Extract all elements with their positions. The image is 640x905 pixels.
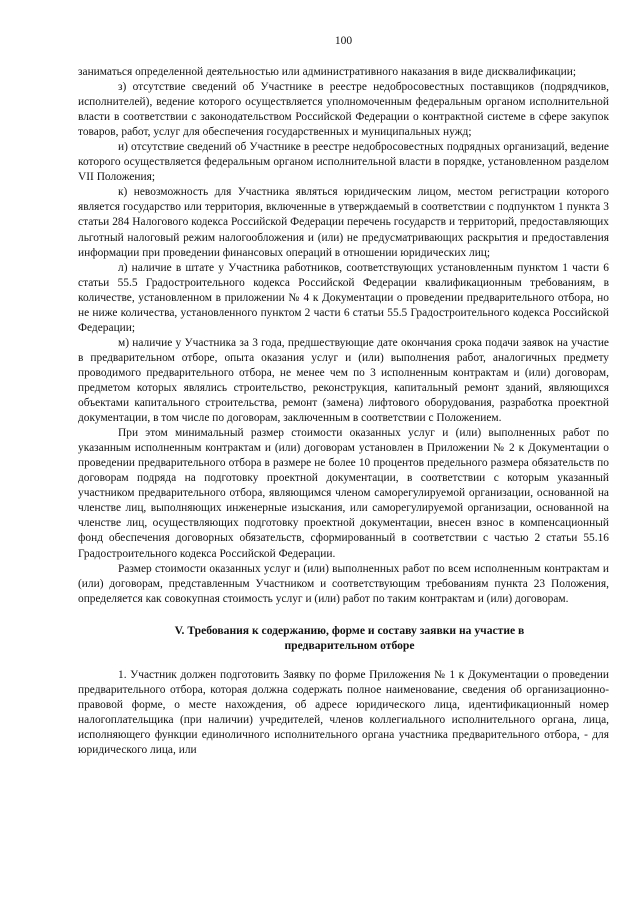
paragraph-continuation: заниматься определенной деятельностью или административного наказания в виде дисквалификации; bbox=[78, 66, 577, 78]
paragraph-item-l: л) наличие в штате у Участника работников, соответствующих установленным пунктом 1 части 6 статьи 55.5 Градостроительного кодекса Российской Федерации квалификационным требованиям, в количестве, установленном в приложении № 4 к Документации о проведении предварительного отбора, но не ниже количества, установленного пунктом 2 части 6 статьи 55.5 Градостроительного кодекса Российской Федерации; bbox=[78, 261, 609, 334]
body-text bbox=[78, 65, 609, 758]
section-heading-line-2: предварительном отборе bbox=[284, 638, 415, 652]
paragraph-item-k: к) невозможность для Участника являться юридическим лицом, местом регистрации которого является государство или территория, включенные в утверждаемый в соответствии с подпунктом 1 пункта 3 статьи 284 Налогового кодекса Российской Федерации перечень государств и территорий, предоставляющих льготный налоговый режим налогообложения и (или) не предусматривающих раскрытия и предоставления информации при проведении финансовых операций в отношении юридических лиц; bbox=[78, 186, 609, 259]
paragraph-min-cost: При этом минимальный размер стоимости оказанных услуг и (или) выполненных работ по указанным исполненным контрактам и (или) договорам установлен в Приложении № 2 к Документации о проведении предварительного отбора в размере не более 10 процентов предельного размера обязательств по договорам подряда на подготовку проектной документации, в соответствии с которым указанный участником предварительного отбора, являющимся членом саморегулируемой организации, основанной на членстве лиц, выполняющих инженерные изыскания, или саморегулируемой организации, основанной на членстве лиц, осуществляющих подготовку проектной документации, внесен взнос в компенсационный фонд обеспечения договорных обязательств, сформированный в соответствии с частью 2 статьи 55.16 Градостроительного кодекса Российской Федерации. bbox=[78, 427, 609, 560]
paragraph-item-m: м) наличие у Участника за 3 года, предшествующие дате окончания срока подачи заявок на участие в предварительном отборе, опыта оказания услуг и (или) выполнения работ, аналогичных предмету проводимого предварительного отбора, не менее чем по 3 исполненным контрактам и (или) договорам, предметом которых являлись строительство, реконструкция, капитальный ремонт зданий, являющихся объектами капитального строительства, ремонт (замена) лифтового оборудования, разработка проектной документации, в том числе по договорам, заключенным в соответствии с Положением. bbox=[78, 336, 609, 425]
paragraph-item-i: и) отсутствие сведений об Участнике в реестре недобросовестных подрядных организаций, ведение которого осуществляется федеральным органом исполнительной власти в порядке, установленном разделом VII Положения; bbox=[78, 141, 609, 184]
page-number: 100 bbox=[334, 35, 353, 47]
section-heading-line-1: V. Требования к содержанию, форме и составу заявки на участие в bbox=[174, 623, 525, 637]
paragraph-item-z: з) отсутствие сведений об Участнике в реестре недобросовестных поставщиков (подрядчиков, исполнителей), ведение которого осуществляется уполномоченным федеральным органом исполнительной власти в соответствии с законодательством Российской Федерации о контрактной системе в сфере закупок товаров, работ, услуг для обеспечения государственных и муниципальных нужд; bbox=[78, 81, 609, 139]
section-heading bbox=[78, 623, 609, 653]
paragraph-section-item-1: 1. Участник должен подготовить Заявку по форме Приложения № 1 к Документации о проведении предварительного отбора, которая должна содержать полное наименование, сведения об организационно-правовой форме, о месте нахождения, об адресе юридического лица, идентификационный номер налогоплательщика (при наличии) учредителей, членов коллегиального исполнительного органа, лица, исполняющего функции единоличного исполнительного органа участника предварительного отбора, - для юридического лица, или bbox=[78, 668, 609, 756]
paragraph-total-cost: Размер стоимости оказанных услуг и (или) выполненных работ по всем исполненным контрактам и (или) договорам, представленным Участником и соответствующим требованиям пункта 23 Положения, определяется как совокупная стоимость услуг и (или) работ по таким контрактам и (или) договорам. bbox=[78, 562, 609, 605]
